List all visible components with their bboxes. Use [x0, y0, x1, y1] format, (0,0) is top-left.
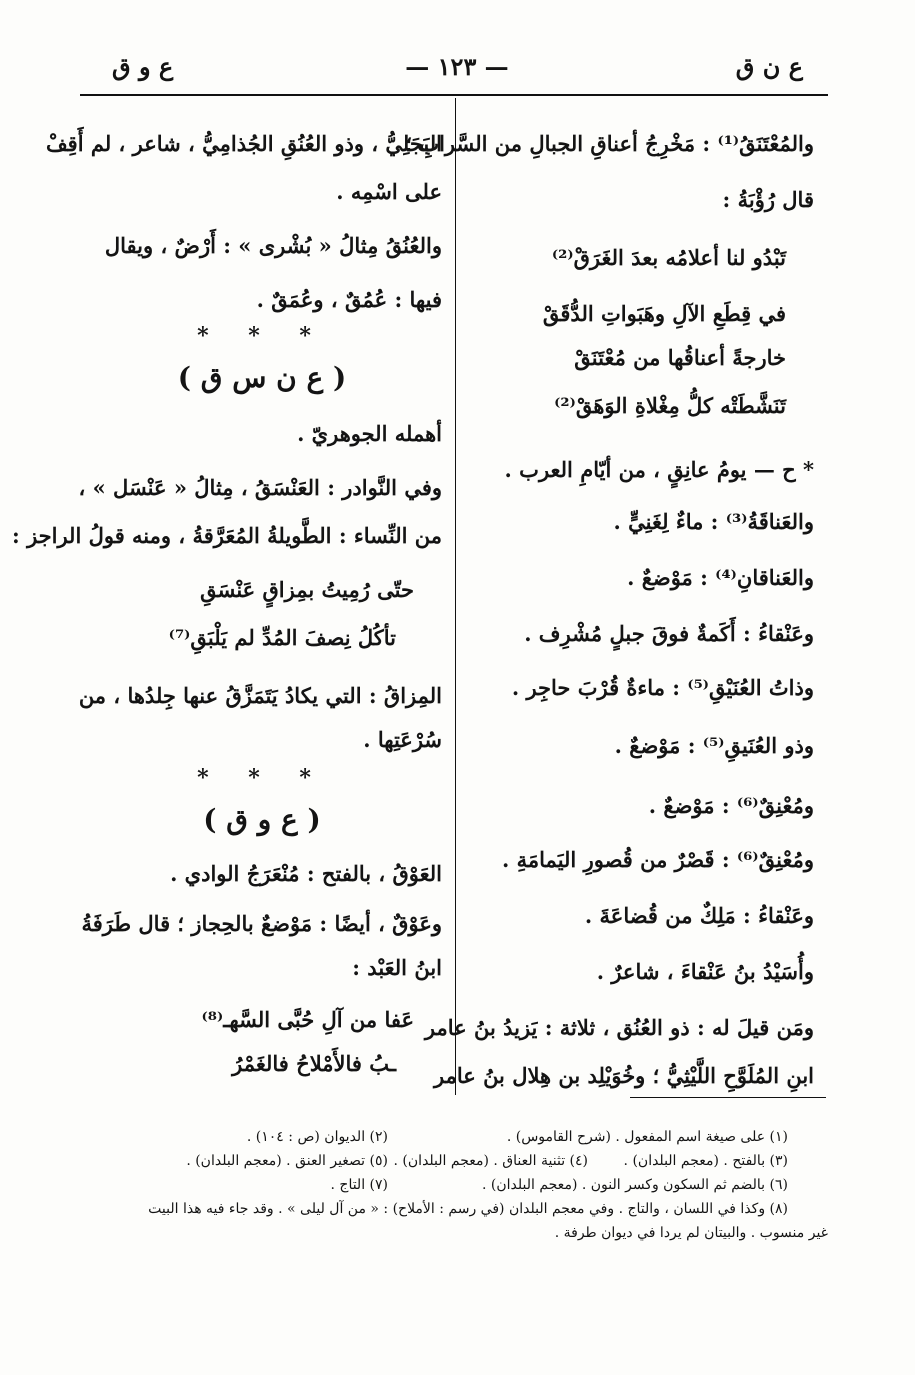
- footnote: (٥) تصغير العنق . (معجم البلدان) .: [186, 1153, 388, 1169]
- section-heading: ( ع ن س ق ): [177, 361, 347, 394]
- verse-line: خارجةً أعناقُها من مُعْتَنَقْ: [574, 345, 786, 370]
- entry-line: وأُسَيْدُ بنُ عَنْقاءَ ، شاعرٌ .: [596, 959, 814, 984]
- page-number: — ١٢٣ —: [405, 52, 509, 81]
- footnote-row: [80, 1222, 828, 1245]
- verse-line: تأكُلُ نِصفَ المُدِّ لم يَلْبَقِ⁽⁷⁾: [168, 625, 396, 650]
- entry-line: على اسْمِه .: [336, 179, 442, 204]
- entry-line: المِزاقُ : التي يكادُ يَتَمَزَّقُ عنها جِلدُها ، من: [78, 683, 442, 708]
- footnote: (٨) وكذا في اللسان ، والتاج . وفي معجم البلدان (في رسم : الأملاح) : « من آل ليلى » . وقد جاء فيه هذا البيت: [148, 1201, 788, 1217]
- entry-line: البَجَلِيُّ ، وذو العُنُقِ الجُذامِيُّ ، شاعر ، لم أَقِفْ: [45, 131, 442, 156]
- entry-line: * ح — يومُ عانِقٍ ، من أيّامِ العرب .: [504, 457, 814, 482]
- entry-line: ومُعْنِقٌ⁽⁶⁾ : مَوْضعٌ .: [648, 793, 814, 818]
- verse-line: عَفا من آلِ حُبَّى السَّهـ⁽⁸⁾: [201, 1007, 414, 1032]
- footnote: (٣) بالفتح . (معجم البلدان) .: [623, 1153, 788, 1169]
- entry-line: والعَناقانِ⁽⁴⁾ : مَوْضعٌ .: [627, 565, 814, 590]
- section-heading: ( ع و ق ): [203, 803, 321, 836]
- entry-line: وعَوْقٌ ، أيضًا : مَوْضعٌ بالحِجاز ؛ قال طَرَفَةُ: [81, 911, 442, 936]
- page-header: [0, 52, 915, 96]
- footnote: (٤) تثنية العناق . (معجم البلدان) .: [393, 1153, 588, 1169]
- footnote: (٧) التاج .: [330, 1177, 388, 1193]
- footnote: (٢) الديوان (ص : ١٠٤) .: [246, 1129, 388, 1145]
- section-separator: * * *: [197, 323, 327, 349]
- verse-line: تَبْدُو لنا أعلامُه بعدَ الغَرَقْ⁽²⁾: [551, 245, 786, 270]
- column-divider: [455, 98, 456, 1095]
- entry-line: وذاتُ العُنَيْقِ⁽⁵⁾ : ماءةٌ قُرْبَ حاجِر .: [511, 675, 814, 700]
- footnote-row: [80, 1174, 828, 1197]
- entry-line: وعَنْقاءُ : أَكَمةٌ فوقَ جبلٍ مُشْرِف .: [524, 621, 814, 646]
- header-rule: [80, 94, 828, 96]
- entry-line: فيها : عُمُقٌ ، وعُمَقٌ .: [256, 287, 442, 312]
- entry-line: وفي النَّوادر : العَنْسَقُ ، مِثالُ « عَنْسَل » ،: [78, 475, 442, 500]
- verse-line: في قِطَعِ الآلِ وهَبَواتِ الدُّقَقْ: [542, 301, 786, 326]
- verse-line: ـبُ فالأَمْلاحُ فالغَمْرُ: [232, 1051, 396, 1076]
- entry-line: وذو العُنَيقِ⁽⁵⁾ : مَوْضعٌ .: [614, 733, 814, 758]
- footnote-row: [80, 1126, 828, 1149]
- entry-line: قال رُؤْبَةُ :: [722, 187, 814, 212]
- entry-line: وعَنْقاءُ : مَلِكٌ من قُضاعَةَ .: [584, 903, 814, 928]
- entry-line: ابنِ المُلَوَّحِ اللَّيْثِيُّ ؛ وخُوَيْلِد بن هِلال بنُ عامر: [434, 1063, 814, 1088]
- footnote-row: [80, 1150, 828, 1173]
- entry-line: والعُنُقُ مِثالُ « بُشْرى » : أَرْضٌ ، ويقال: [104, 233, 442, 258]
- footnote-row: [80, 1198, 828, 1221]
- footnote: (٦) بالضم ثم السكون وكسر النون . (معجم البلدان) .: [481, 1177, 788, 1193]
- header-root-left: ع و ق: [112, 52, 174, 81]
- entry-line: والعَناقَةُ⁽³⁾ : ماءٌ لِغَنِيٍّ .: [613, 509, 814, 534]
- entry-line: أهمله الجوهريّ .: [297, 421, 442, 446]
- footnote: غير منسوب . والبيتان لم يردا في ديوان طرفة .: [554, 1225, 828, 1241]
- entry-line: ومُعْنِقٌ⁽⁶⁾ : قَصْرٌ من قُصورِ اليَمامَةِ .: [502, 847, 814, 872]
- footnote-rule: [630, 1097, 826, 1098]
- entry-line: سُرْعَتِها .: [363, 727, 442, 752]
- entry-line: من النِّساء : الطَّويلةُ المُعَرَّقةُ ، ومنه قولُ الراجز :: [12, 523, 442, 548]
- entry-line: ومَن قيلَ له : ذو العُنُق ، ثلاثة : يَزيدُ بنُ عامر: [424, 1015, 814, 1040]
- verse-line: تَنَشَّطَتْه كلُّ مِغْلاةِ الوَهَقْ⁽²⁾: [554, 393, 786, 418]
- entry-line: العَوْقُ ، بالفتح : مُنْعَرَجُ الوادي .: [170, 861, 442, 886]
- entry-line: والمُعْتَنَقُ⁽¹⁾ : مَخْرِجُ أعناقِ الجبالِ من السَّرابِ ؛: [405, 131, 814, 156]
- footnote: (١) على صيغة اسم المفعول . (شرح القاموس) .: [506, 1129, 788, 1145]
- section-separator: * * *: [197, 765, 327, 791]
- header-root-right: ع ن ق: [735, 52, 803, 81]
- entry-line: ابنُ العَبْد :: [352, 955, 442, 980]
- verse-line: حتّى رُمِيتُ بمِزاقٍ عَنْسَقِ: [200, 577, 414, 602]
